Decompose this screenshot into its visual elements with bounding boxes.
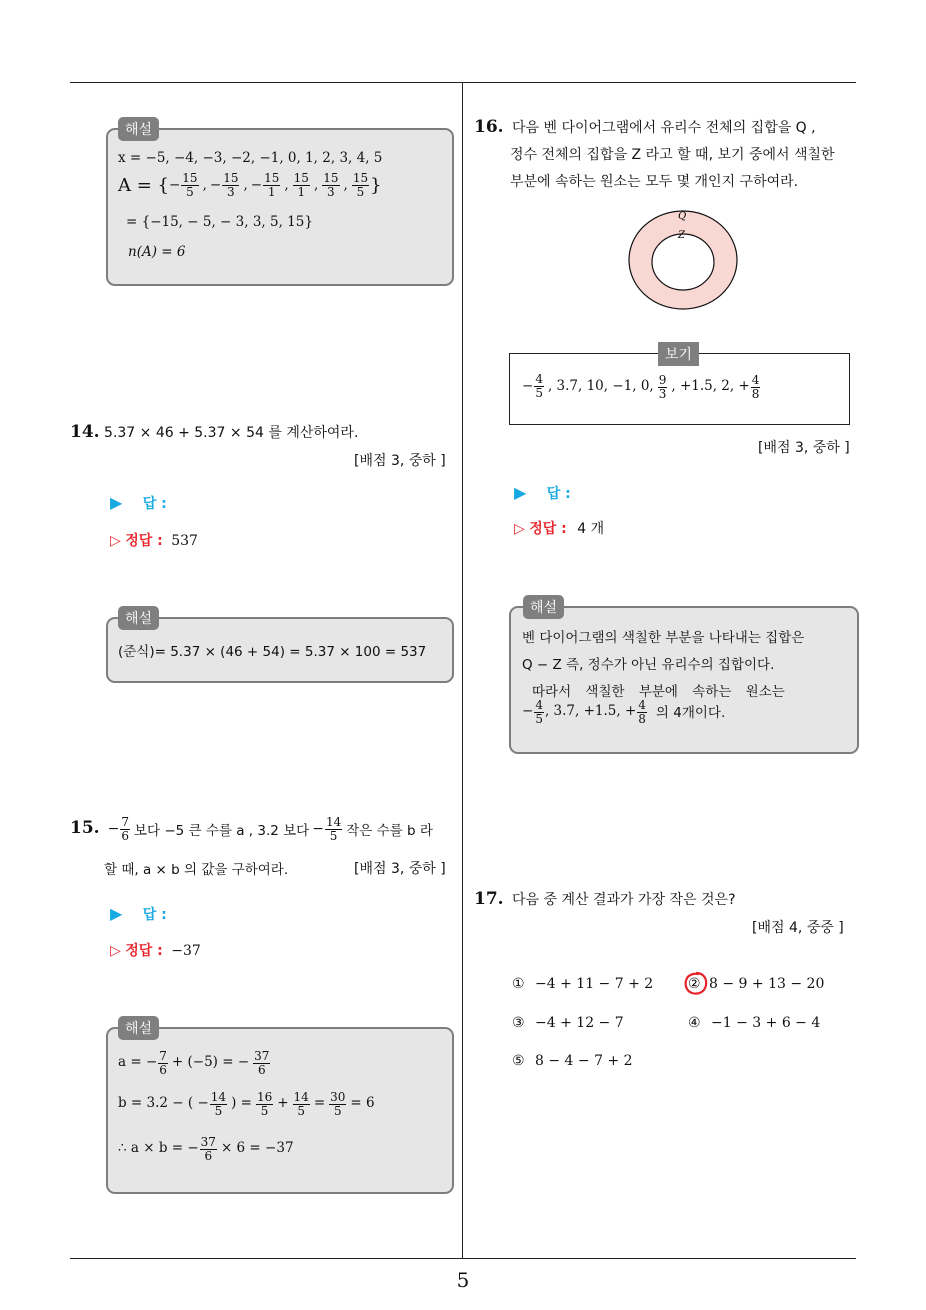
choice-mark: ② — [688, 976, 701, 992]
frac-numerator: 4 — [535, 372, 543, 386]
q16-meta: [배점 3, 중하 ] — [758, 440, 850, 456]
q16-answer-row[interactable] — [514, 483, 571, 503]
frac-numerator: 37 — [254, 1049, 270, 1063]
frac-denominator: 5 — [260, 1103, 269, 1118]
q15-sol1-b: + (−5) = − — [171, 1054, 250, 1071]
q15-sol1-frac2 — [252, 1048, 271, 1076]
q16-line1 — [474, 117, 816, 137]
q13-setA-prefix: A = { — [118, 174, 169, 196]
q14-answer-label: 답 : — [142, 496, 167, 512]
q16-sol-line2: Q − Z 즉, 정수가 아닌 유리수의 집합이다. — [522, 657, 775, 673]
q15-frac-14-5 — [312, 816, 343, 842]
q15-question-line1 — [70, 816, 433, 842]
frac-numerator: 14 — [325, 815, 342, 829]
choice-mark: ⑤ — [512, 1053, 525, 1069]
frac-sign: − — [168, 177, 181, 194]
top-rule — [70, 82, 856, 83]
frac-denominator: 5 — [356, 184, 365, 199]
q16-sol-frac2 — [636, 697, 648, 725]
fraction — [751, 374, 761, 400]
q14-correct-value: 537 — [171, 533, 198, 549]
bogi-elements — [522, 372, 761, 400]
q15-sol2-a: b = 3.2 − ( − — [118, 1095, 209, 1112]
q17-number: 17. — [474, 889, 504, 909]
q13-sol-line1: x = −5, −4, −3, −2, −1, 0, 1, 2, 3, 4, 5 — [118, 150, 383, 166]
play-triangle-icon: ▶ — [110, 904, 123, 923]
frac-sign: − — [107, 821, 120, 838]
q16-answer-label: 답 : — [546, 486, 571, 502]
q17-choice-3[interactable] — [512, 1015, 624, 1031]
outline-triangle-icon: ▷ — [110, 533, 121, 549]
venn-diagram — [620, 205, 745, 315]
q15-frac-7-6 — [108, 816, 131, 842]
frac-numerator: 4 — [638, 698, 646, 712]
q14-answer-row[interactable] — [110, 493, 167, 513]
q15-sol3-a: ∴ a × b = − — [118, 1140, 199, 1157]
comma: , — [343, 177, 348, 194]
frac-numerator: 7 — [121, 815, 129, 829]
play-triangle-icon: ▶ — [110, 493, 123, 512]
fraction — [181, 172, 198, 198]
bogi-tag: 보기 — [658, 342, 699, 366]
frac-numerator: 7 — [159, 1049, 167, 1063]
q14-correct-row — [110, 530, 198, 550]
frac-denominator: 3 — [658, 386, 667, 401]
q16-line3: 부분에 속하는 원소는 모두 몇 개인지 구하여라. — [510, 174, 799, 190]
frac-sign: − — [312, 821, 324, 838]
choice-expr: −1 − 3 + 6 − 4 — [711, 1015, 821, 1031]
frac-numerator: 4 — [751, 373, 760, 387]
fraction — [352, 172, 369, 198]
frac-denominator: 5 — [329, 828, 338, 843]
fraction — [120, 816, 130, 842]
frac-denominator: 1 — [267, 184, 276, 199]
frac-denominator: 6 — [159, 1062, 167, 1077]
q17-choice-1[interactable] — [512, 976, 653, 992]
comma: , — [284, 177, 289, 194]
q16-sol-line4-end: 의 4개이다. — [655, 705, 726, 722]
fraction — [210, 1091, 227, 1117]
frac-numerator: 30 — [330, 1090, 346, 1104]
q15-text-part1: 보다 −5 큰 수를 a , 3.2 보다 — [133, 823, 310, 840]
q13-sol-line4: n(A) = 6 — [128, 244, 186, 260]
frac-denominator: 6 — [121, 828, 129, 843]
q15-sol2-frac3 — [292, 1089, 311, 1117]
frac-numerator: 16 — [256, 1090, 273, 1104]
q17-choice-4[interactable] — [688, 1015, 820, 1031]
q16-sol-line1: 벤 다이어그램의 색칠한 부분을 나타내는 집합은 — [522, 630, 805, 646]
venn-label-Q: Q — [678, 211, 687, 222]
q14-meta: [배점 3, 중하 ] — [354, 453, 446, 469]
bogi-frac-4-5 — [522, 373, 545, 399]
frac-denominator: 5 — [333, 1103, 342, 1118]
q14-question — [70, 422, 358, 442]
fraction — [637, 699, 647, 725]
choice-expr: −4 + 11 − 7 + 2 — [535, 976, 654, 992]
choice-mark: ③ — [512, 1015, 525, 1031]
q15-sol3-b: × 6 = −37 — [220, 1140, 294, 1157]
q15-text-part2: 작은 수를 b 라 — [346, 823, 433, 840]
frac-denominator: 8 — [638, 711, 646, 726]
q13-sol-line3: = {−15, − 5, − 3, 3, 5, 15} — [126, 214, 313, 230]
frac-denominator: 6 — [257, 1062, 266, 1077]
q15-correct-row — [110, 940, 201, 960]
selected-circle-icon — [683, 971, 709, 997]
q15-sol1-a: a = − — [118, 1054, 158, 1071]
choice-expr: −4 + 12 − 7 — [535, 1015, 624, 1031]
frac-numerator: 15 — [223, 171, 239, 185]
frac-numerator: 15 — [352, 171, 369, 185]
q15-correct-label: 정답 : — [125, 943, 163, 959]
page-number: 5 — [456, 1268, 470, 1292]
q16-sol-frac1 — [533, 697, 545, 725]
q15-correct-value: −37 — [171, 943, 201, 959]
frac-numerator: 9 — [658, 373, 667, 387]
frac-numerator: 15 — [182, 171, 198, 185]
frac-numerator: 15 — [293, 171, 309, 185]
frac-sign: − — [209, 177, 222, 194]
q13-solution-tag: 해설 — [118, 117, 159, 141]
fraction — [200, 1136, 217, 1162]
q15-sol2-frac1 — [209, 1089, 228, 1117]
venn-label-Z: Z — [678, 230, 685, 241]
q17-question — [474, 889, 736, 909]
q15-sol3-frac1 — [199, 1134, 218, 1162]
fraction — [256, 1091, 273, 1117]
frac-numerator: 15 — [264, 171, 280, 185]
fraction — [534, 373, 544, 399]
fraction — [263, 172, 280, 198]
q16-correct-row — [514, 518, 604, 538]
q14-correct-label: 정답 : — [125, 533, 163, 549]
frac-denominator: 5 — [214, 1103, 223, 1118]
comma: , — [202, 177, 207, 194]
q15-question-line2: 할 때, a × b 의 값을 구하여라. — [104, 862, 289, 878]
play-triangle-icon: ▶ — [514, 483, 527, 502]
fraction — [222, 172, 239, 198]
q17-choice-5[interactable] — [512, 1053, 633, 1069]
q16-sol-line4: − $\frac{4}{5}$ , 3.7, +1.5, + $\frac{4}{8}$ 의 4개이다. — [522, 698, 726, 726]
q13-sol-setA — [118, 172, 382, 198]
q13-setA-elements — [169, 172, 370, 198]
frac-numerator: 15 — [323, 171, 339, 185]
q17-choice-2[interactable] — [688, 976, 824, 992]
q15-sol-line3 — [118, 1134, 294, 1162]
fraction — [293, 172, 310, 198]
frac-numerator: 37 — [200, 1135, 216, 1149]
q15-solution-tag: 해설 — [118, 1016, 159, 1040]
venn-inner-set — [652, 234, 714, 290]
fraction — [329, 1091, 346, 1117]
fraction — [658, 374, 668, 400]
q15-sol-line1 — [118, 1048, 271, 1076]
frac-sign: − — [522, 378, 534, 395]
q16-text1: 다음 벤 다이어그램에서 유리수 전체의 집합을 Q , — [512, 120, 816, 136]
frac-denominator: 5 — [535, 711, 543, 726]
frac-denominator: 1 — [297, 184, 306, 199]
choice-mark-wrap — [688, 976, 701, 992]
q16-correct-value: 4 개 — [577, 521, 605, 537]
bottom-rule — [70, 1258, 856, 1259]
q17-meta: [배점 4, 중중 ] — [752, 920, 844, 936]
frac-denominator: 5 — [297, 1103, 305, 1118]
q15-sol2-d: = — [313, 1095, 326, 1112]
q15-sol2-c: + — [277, 1095, 289, 1112]
q14-text: 5.37 × 46 + 5.37 × 54 를 계산하여라. — [104, 425, 359, 441]
fraction — [325, 816, 342, 842]
fraction — [253, 1050, 270, 1076]
frac-denominator: 3 — [227, 184, 235, 199]
q15-sol2-frac4 — [328, 1089, 347, 1117]
q13-setA-suffix: } — [370, 174, 382, 196]
outline-triangle-icon: ▷ — [514, 521, 525, 537]
q14-number: 14. — [70, 422, 100, 442]
frac-numerator: 14 — [210, 1090, 227, 1104]
choice-expr: 8 − 4 − 7 + 2 — [535, 1053, 633, 1069]
q14-solution-tag: 해설 — [118, 606, 159, 630]
frac-denominator: 8 — [751, 386, 760, 401]
frac-denominator: 3 — [327, 184, 335, 199]
q16-solution-tag: 해설 — [523, 595, 564, 619]
comma: , — [243, 177, 248, 194]
fraction — [293, 1091, 310, 1117]
q15-sol2-e: = 6 — [350, 1095, 375, 1112]
bogi-mid2: , +1.5, 2, + — [671, 378, 750, 395]
fraction — [158, 1050, 168, 1076]
frac-sign: − — [250, 177, 263, 194]
frac-numerator: 4 — [535, 698, 543, 712]
q15-sol-line2 — [118, 1089, 375, 1117]
q15-sol2-frac2 — [255, 1089, 274, 1117]
fraction — [534, 699, 544, 725]
q15-sol1-frac1 — [157, 1048, 169, 1076]
column-divider — [462, 82, 463, 1258]
q16-sol-line4-mid: , 3.7, +1.5, + — [544, 703, 637, 720]
outline-triangle-icon: ▷ — [110, 943, 121, 959]
frac-numerator: 14 — [293, 1090, 309, 1104]
q15-meta: [배점 3, 중하 ] — [354, 861, 446, 877]
frac-denominator: 5 — [186, 184, 194, 199]
q17-text: 다음 중 계산 결과가 가장 작은 것은? — [512, 892, 736, 908]
bogi-frac-4-8 — [750, 372, 762, 400]
q16-correct-label: 정답 : — [529, 521, 567, 537]
q15-sol2-b: ) = — [231, 1095, 252, 1112]
q14-solution-text: (준식)= 5.37 × (46 + 54) = 5.37 × 100 = 537 — [118, 644, 427, 660]
comma: , — [313, 177, 319, 194]
frac-denominator: 5 — [535, 385, 543, 400]
q16-sol-line3: 따라서 색칠한 부분에 속하는 원소는 — [532, 684, 785, 700]
frac-denominator: 6 — [204, 1148, 213, 1163]
q15-answer-row[interactable] — [110, 904, 167, 924]
q16-number: 16. — [474, 117, 504, 137]
choice-expr: 8 − 9 + 13 − 20 — [709, 976, 825, 992]
choice-mark: ④ — [688, 1015, 701, 1031]
choice-mark: ① — [512, 976, 525, 992]
q15-number: 15. — [70, 818, 100, 838]
bogi-frac-9-3 — [657, 372, 669, 400]
q16-line2: 정수 전체의 집합을 Z 라고 할 때, 보기 중에서 색칠한 — [510, 147, 835, 163]
fraction — [322, 172, 339, 198]
bogi-mid: , 3.7, 10, −1, 0, — [547, 378, 654, 395]
q15-answer-label: 답 : — [142, 907, 167, 923]
